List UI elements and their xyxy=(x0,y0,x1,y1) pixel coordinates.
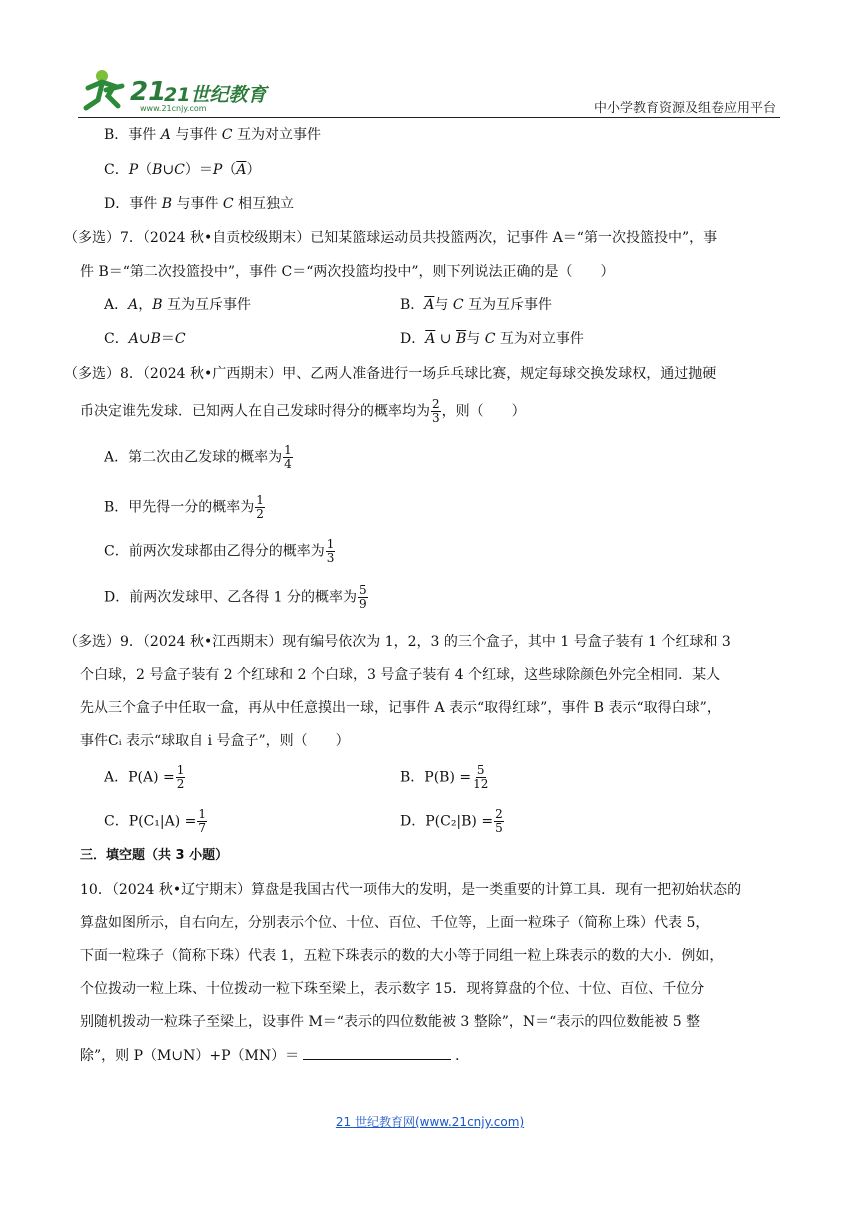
q8-option-a: A．第二次由乙发球的概率为 $\frac{1}{4}$ xyxy=(104,443,292,471)
q8-stem-line2: 币决定谁先发球．已知两人在自己发球时得分的概率均为 $\frac{2}{3}$ ，则（ ） xyxy=(80,397,526,425)
q7-option-c: C．A∪B＝C xyxy=(104,331,186,347)
logo-text: 21世纪教育 xyxy=(164,84,267,106)
answer-blank[interactable] xyxy=(303,1045,451,1060)
q6-option-d: D．事件 B 与事件 C 相互独立 xyxy=(104,196,295,212)
q9-stem-line1: （多选）9．（2024 秋•江西期末）现有编号依次为 1，2，3 的三个盒子，其中 1 号盒子装有 1 个红球和 3 xyxy=(64,634,731,650)
q6-option-b: B．事件 A 与事件 C 互为对立事件 xyxy=(104,127,321,143)
q9-option-d: D．P(C₂|B) = $\frac{2}{5}$ xyxy=(400,807,503,835)
q9-option-b: B．P(B) = $\frac{5}{12}$ xyxy=(400,763,489,791)
q9-stem-line3: 先从三个盒子中任取一盒，再从中任意摸出一球，记事件 A 表示“取得红球”，事件 B 表示“取得白球”， xyxy=(80,700,721,716)
section-heading: 三．填空题（共 3 小题） xyxy=(80,848,229,863)
header-divider xyxy=(78,117,780,118)
q8-option-b: B．甲先得一分的概率为 $\frac{1}{2}$ xyxy=(104,493,264,521)
q9-option-c: C．P(C₁|A) = $\frac{1}{7}$ xyxy=(104,807,207,835)
q10-stem-line4: 个位拨动一粒上珠、十位拨动一粒下珠至梁上，表示数字 15．现将算盘的个位、十位、百位、千位分 xyxy=(80,981,705,997)
q7-option-a: A．A，B 互为互斥事件 xyxy=(104,297,251,313)
q8-option-d: D．前两次发球甲、乙各得 1 分的概率为 $\frac{5}{9}$ xyxy=(104,583,367,611)
q7-stem-line2: 件 B＝“第二次投篮投中”，事件 C＝“两次投篮均投中”，则下列说法正确的是（ ） xyxy=(80,264,615,280)
svg-text:21: 21 xyxy=(130,77,167,107)
footer-link[interactable]: 21 世纪教育网(www.21cnjy.com) xyxy=(335,1115,525,1129)
q8-option-c: C．前两次发球都由乙得分的概率为 $\frac{1}{3}$ xyxy=(104,537,335,565)
logo xyxy=(80,66,267,116)
q10-stem-line5: 别随机拨动一粒珠子至梁上，设事件 M＝“表示的四位数能被 3 整除”，N＝“表示的四位数能被 5 整 xyxy=(80,1014,701,1030)
q8-stem-line1: （多选）8．（2024 秋•广西期末）甲、乙两人准备进行一场乒乓球比赛，规定每球交换发球权，通过抛硬 xyxy=(64,366,717,382)
q10-stem-line6: 除”，则 P（M∪N）+P（MN）＝ ． xyxy=(80,1045,469,1066)
q7-stem-line1: （多选）7．（2024 秋•自贡校级期末）已知某篮球运动员共投篮两次，记事件 A＝“第一次投篮投中”，事 xyxy=(64,230,718,246)
q7-option-b: B．$\overline{A}$与 C 互为互斥事件 xyxy=(400,297,553,313)
q9-stem-line4: 事件Cᵢ 表示“球取自 i 号盒子”，则（ ） xyxy=(80,733,350,749)
q10-stem-line3: 下面一粒珠子（简称下珠）代表 1，五粒下珠表示的数的大小等于同组一粒上珠表示的数的大小．例如， xyxy=(80,948,724,964)
platform-title: 中小学教育资源及组卷应用平台 xyxy=(593,101,776,116)
q7-option-d: D．$\overline{A}$ ∪ $\overline{B}$与 C 互为对立事件 xyxy=(400,331,584,347)
q10-stem-line2: 算盘如图所示，自右向左，分别表示个位、十位、百位、千位等，上面一粒珠子（简称上珠）代表 5， xyxy=(80,915,710,931)
q10-stem-line1: 10．（2024 秋•辽宁期末）算盘是我国古代一项伟大的发明，是一类重要的计算工具．现有一把初始状态的 xyxy=(80,882,742,898)
q9-option-a: A．P(A) = $\frac{1}{2}$ xyxy=(104,763,185,791)
q9-stem-line2: 个白球，2 号盒子装有 2 个红球和 2 个白球，3 号盒子装有 4 个红球，这些球除颜色外完全相同．某人 xyxy=(80,667,721,683)
q6-option-c: C．$P(B\cup C)=P(\overline{A})$ xyxy=(104,162,261,178)
logo-url: www.21cnjy.com xyxy=(140,104,207,113)
